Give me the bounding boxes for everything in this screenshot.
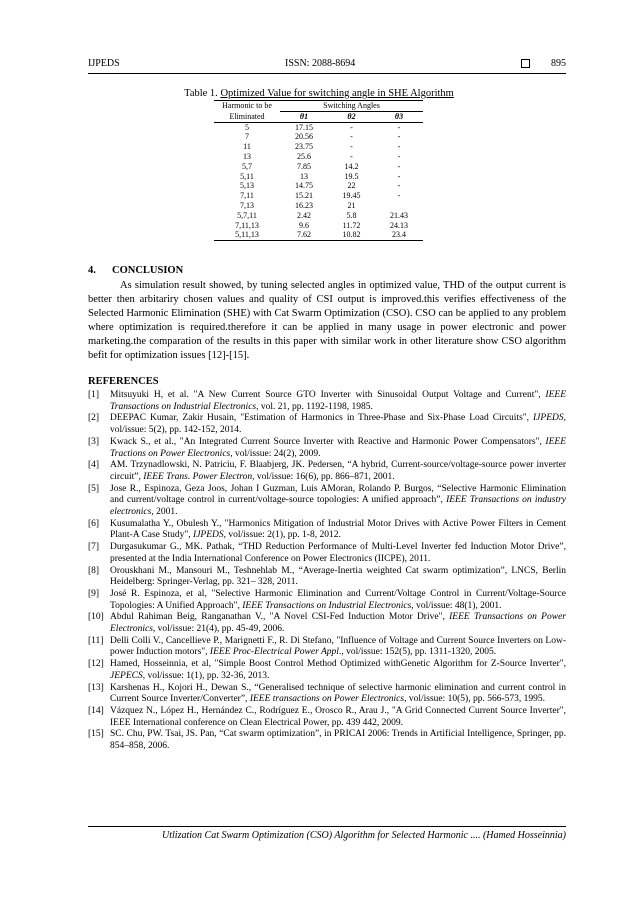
table-cell: 21 [347,200,356,210]
reference-text: AM. Trzynadlowski, N. Patriciu, F. Blaabjerg, JK. Pedersen, “A hybrid, Current-source/voltage-source power inverter circuit”, [110,460,566,482]
col0-header-line1: Harmonic to be [214,101,280,112]
reference-text: Kwack S., et al., "An Integrated Current Source Inverter with Reactive and Harmonic Power Compensators", [110,436,546,447]
reference-venue: IEEE Transactions on Power Electronics [110,612,566,635]
reference-venue: IEEE Proc-Electrical Power Appl [209,647,339,658]
reference-details: , vol/issue: 21(4), pp. 45-49, 2006. [152,624,285,635]
table-cell: - [397,161,401,171]
reference-text: Kusumalatha Y., Obulesh Y., "Harmonics Mitigation of Industrial Motor Drives with Active Power Filters in Cement Plant-A Case Study", [110,518,566,541]
table-cell: 5 [245,122,249,132]
reference-number: [6] [88,518,100,529]
reference-item [88,519,566,542]
reference-number: [8] [88,565,100,576]
col1-header: θ1 [280,111,328,122]
table-cell: - [397,191,401,201]
table-cell: 17.15 [295,122,313,132]
group-header: Switching Angles [280,101,423,112]
reference-text: SC. Chu, PW. Tsai, JS. Pan, “Cat swarm optimization”, in PRICAI 2006: Trends in Artificial Intelligence, Springer, pp. 854–858, 2006. [110,729,566,752]
journal-name: IJPEDS [88,58,120,69]
reference-number: [9] [88,588,100,599]
table-cell: 5,11,13 [214,230,280,240]
references-heading: REFERENCES [88,376,159,387]
page-number: 895 [551,58,566,69]
table-row [214,132,423,142]
reference-details: , vol/issue: 2(1), pp. 1-8, 2012. [223,530,341,541]
reference-venue: IEEE Tractions on Power Electronics, [110,436,566,459]
references-list [88,390,566,753]
reference-venue: IJPEDS [193,530,224,541]
reference-venue: IEEE Transactions on Industrial Electronics [110,390,566,412]
table-cell: - [350,132,353,142]
table-cell: 23.75 [295,142,313,152]
reference-details: vol/issue: 48(1), 2001. [413,600,502,611]
table-row [214,181,423,191]
table-body [214,122,423,241]
checkbox-square-icon [521,59,530,68]
table-cell: - [350,122,353,132]
table-row [214,152,423,162]
table-cell: 14.75 [295,181,313,191]
reference-number: [1] [88,390,100,400]
table-caption [0,88,638,99]
conclusion-heading [88,265,183,276]
running-title: Utlization Cat Swarm Optimization (CSO) Algorithm for Selected Harmonic .... (Hamed Hosseinnia) [162,830,566,841]
table-cell: 25.6 [297,151,311,161]
reference-text: Orouskhani M., Mansouri M., Teshnehlab M., “Average-Inertia weighted Cat swarm optimization”, LNCS, Berlin Heidelberg: Springer-Verlag, pp. 321– 328, 2011. [110,565,566,588]
table-row [214,162,423,172]
table-row [214,201,423,211]
reference-text: Durgasukumar G., MK. Pathak, “THD Reduction Performance of Multi-Level Inverter fed Induction Motor Drive”, presented at the India International Conference on Power Electronics (IICPE), 2011. [110,542,566,564]
table-cell: 7.62 [280,230,328,240]
table-cell: 15.21 [295,191,313,201]
reference-venue: JEPECS [110,670,143,681]
reference-item [88,542,566,565]
table-cell [375,201,423,211]
reference-number: [4] [88,460,100,471]
reference-text: Jose R., Espinoza, Geza Joos, Johan I Guzman, Luis AMoran, Rolando P. Burgos, “Selective Harmonic Elimination and current/voltage control in current/voltage-source topologies: A unified approach”, [110,483,566,506]
reference-item [88,589,566,612]
reference-text: Delli Colli V., Cancellieve P., Marignetti F., R. Di Stefano, "Influence of Voltage and Current Source Inverters on Low-power Induction motors", [110,635,566,658]
col3-header: θ3 [375,111,423,122]
table-cell: 7,13 [240,200,254,210]
reference-venue: IEEE transactions on Power Electronics [249,694,405,705]
table-cell: 20.56 [295,132,313,142]
table-cell: 24.13 [390,220,408,230]
reference-details: , vol. 21, pp. 1192-1198, 1985. [256,401,373,412]
col2-header: θ2 [328,111,375,122]
reference-details: , vol/issue: 1(1), pp. 32-36, 2013. [142,670,270,681]
table-caption-title: Optimized Value for switching angle in SHE Algorithm [220,88,454,99]
reference-item [88,484,566,519]
table-row [214,230,423,240]
reference-venue: IEEE Transactions on industry electronics, [110,495,566,518]
reference-item [88,659,566,682]
reference-item [88,566,566,589]
reference-number: [11] [88,635,104,646]
reference-item [88,612,566,635]
table-row [214,122,423,132]
reference-number: [10] [88,612,104,623]
reference-number: [14] [88,705,104,716]
table-row [214,211,423,221]
reference-details: ., vol/issue: 152(5), pp. 1311-1320, 2005. [338,647,497,658]
table-cell: - [397,171,401,181]
reference-item [88,683,566,706]
table-cell: 19.45 [342,191,361,201]
table-cell: 11 [243,142,251,152]
reference-number: [12] [88,659,104,670]
table-cell: - [397,122,401,132]
table-row [214,142,423,152]
reference-text: Hamed, Hosseinnia, et al, "Simple Boost Control Method Optimized withGenetic Algorithm for Z-Source Inverter", [110,659,566,670]
reference-item [88,729,566,752]
table-cell: 7,11,13 [235,220,259,230]
table-cell: - [350,142,353,152]
section-title: CONCLUSION [112,265,184,276]
reference-number: [3] [88,436,100,447]
reference-item [88,413,566,436]
reference-venue: IEEE Transactions on Industrial Electronics, [242,600,414,611]
col0-header-line2: Eliminated [214,111,280,122]
reference-number: [5] [88,483,100,494]
footer-rule [88,826,566,827]
table-cell: 16.23 [295,200,313,210]
reference-text: DEEPAC Kumar, Zakir Husain, "Estimation of Harmonics in Three-Phase and Six-Phase Load Circuits", [110,413,534,424]
table-cell: - [397,151,401,161]
table-cell: - [397,181,401,191]
table-cell: 7,11 [240,191,254,201]
table-cell: - [397,142,401,152]
table-caption-label: Table 1. [184,88,218,99]
table-cell: 13 [300,171,308,181]
header-rule [88,73,566,74]
table-cell: 5.8 [346,210,357,220]
table-cell: 23.4 [375,230,423,240]
reference-number: [15] [88,729,104,740]
reference-item [88,437,566,460]
table-cell: 7 [245,132,249,142]
reference-number: [7] [88,542,100,553]
reference-number: [2] [88,413,100,424]
reference-venue: IEEE Trans. Power Electron [143,471,253,482]
table-cell: - [397,132,401,142]
table-cell: 13 [243,151,251,161]
table-cell: 5,11 [240,171,254,181]
issn: ISSN: 2088-8694 [285,58,356,69]
reference-venue: IJPEDS, [533,413,566,424]
reference-text: Vázquez N., López H., Hernández C., Rodríguez E., Orosco R., Arau J., "A Grid Connected Current Source Inverter", IEEE International conference on Clean Electrical Power, pp. 439 442, 2009. [110,705,566,728]
table-cell: 5,13 [240,181,254,191]
table-row [214,221,423,231]
reference-item [88,460,566,483]
reference-details: , vol/issue: 16(6), pp. 866–871, 2001. [252,471,395,482]
table-cell: 5,7,11 [237,210,257,220]
table-cell: 22 [347,181,356,191]
section-number: 4. [88,265,96,276]
switching-angle-table [214,100,423,241]
table-cell: - [350,151,353,161]
table-cell: 10.82 [328,230,375,240]
table-cell: 14.2 [344,161,359,171]
table-cell: 5,7 [242,161,252,171]
reference-details: vol/issue: 24(2), 2009. [232,448,321,459]
table-cell: 11.72 [342,220,361,230]
table-cell: 7.85 [297,161,311,171]
reference-item [88,636,566,659]
table-cell: 2.42 [297,210,311,220]
table-cell: 9.6 [299,220,309,230]
reference-details: vol/issue: 5(2), pp. 142-152, 2014. [110,425,242,436]
page-header [88,58,566,72]
conclusion-body: As simulation result showed, by tuning selected angles in optimized value, THD of the output current is better then arbitariry chosen values and quality of CSI output is improved.this verifies effectiveness of the Selected Harmonic Elimination (SHE) with Cat Swarm Optimization (CSO). CSO can be applied to any problem where optimization is required.therefore it can be applied in many usage in power electronic and power marketing.the comparation of the results in this paper with similar work in other literature show CSO algorithm befit for optimization issues [12]-[15]. [88,280,566,362]
table-cell: 19.5 [344,171,359,181]
reference-details: 2001. [153,507,178,518]
table-cell: 21.43 [390,210,408,220]
reference-details: , vol/issue: 10(5), pp. 566-573, 1995. [404,694,545,705]
reference-item [88,706,566,729]
reference-item [88,390,566,413]
reference-text: José R. Espinoza, et al, "Selective Harmonic Elimination and Current/Voltage Control in Current/Voltage-Source Topologies: A Unified Approach", [110,588,566,611]
table-row [214,191,423,201]
reference-number: [13] [88,682,104,693]
reference-text: Mitsuyuki H, et al. "A New Current Source GTO Inverter with Sinusoidal Output Voltage and Current", [110,390,546,400]
table-row [214,172,423,182]
reference-text: Karshenas H., Kojori H., Dewan S., “Generalised technique of selective harmonic elimination and current control in Current Source Inverter/Converter”, [110,682,566,705]
reference-text: Abdul Rahiman Beig, Ranganathan V., "A Novel CSI-Fed Induction Motor Drive", [110,612,450,623]
